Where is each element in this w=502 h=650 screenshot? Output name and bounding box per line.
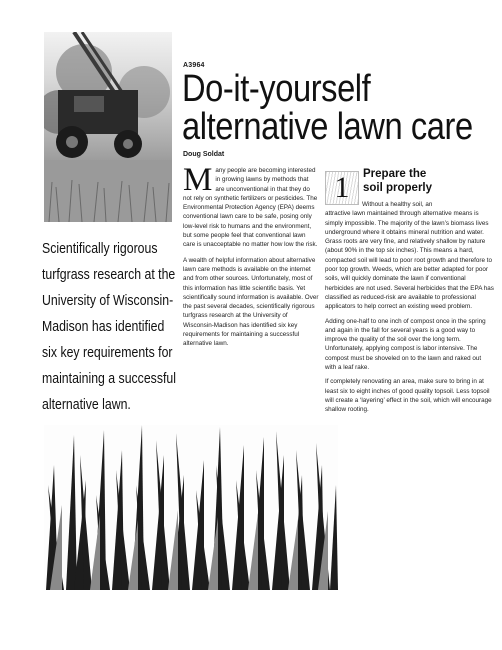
intro-text: any people are becoming interested in growing lawns by methods that are unconventional in that they do not rely on synthetic fertilizers or pesticides. The Environmental Protection Agency (EPA) deems conventional lawn care to be safe, posing only low-level risk to humans and the environment, but some people feel that conventional lawn care is unacceptable no matter how low the risk. (183, 167, 318, 249)
pullquote-line: alternative lawn. (42, 397, 131, 413)
pullquote-line: University of Wisconsin- (42, 293, 174, 309)
title-line: Do-it-yourself (182, 68, 371, 110)
pullquote-line: turfgrass research at the (42, 267, 176, 283)
author-name: Doug Soldat (183, 151, 225, 158)
section-column (325, 200, 494, 420)
grass-illustration (44, 425, 338, 590)
lawn-aerator-photo (44, 32, 172, 222)
intro-column (183, 162, 319, 355)
section-paragraph-lead: Without a healthy soil, an (362, 201, 433, 208)
pullquote-line: maintaining a successful (42, 371, 176, 387)
page-title (182, 70, 473, 146)
grass-closeup-photo (44, 425, 338, 590)
title-line: alternative lawn care (182, 106, 473, 148)
pullquote-line: Scientifically rigorous (42, 241, 158, 257)
pullquote-line: Madison has identified (42, 319, 165, 335)
section-paragraph: Adding one-half to one inch of compost once in the spring and again in the fall for several years is a good way to improve the quality of the soil over the long term. Unfortunately, applying compost is labor intensive. The compost must be shoveled on to the lawn and raked out with a leaf rake. (325, 317, 486, 372)
section-title-line: Prepare the (363, 168, 427, 180)
section-number-badge: 1 (325, 171, 359, 205)
aerator-illustration (44, 32, 172, 222)
section-paragraph: If completely renovating an area, make sure to bring in at least six to eight inches of good quality topsoil. Less topsoil will create a ‘layering’ effect in the soil, which will encourage shallow rooting. (325, 378, 492, 414)
publication-code: A3964 (183, 62, 205, 69)
drop-cap: M (183, 162, 213, 198)
pullquote-line: six key requirements for (42, 345, 173, 361)
section-paragraph: attractive lawn maintained through alternative means is simply impossible. The majority of the lawn’s biomass lives underground where it obtains mineral nutrition and water. Grass roots are very fine, and relatively shallow by nature (about 90% in the top six inches). This means a hard, compacted soil will lead to poor root growth and therefore to poor top growth. Weeds, which are better adapted for poor soils, will quickly dominate the lawn if conventional herbicides are not used. Several herbicides that the EPA has classified as reduced-risk are available to professional applicators to help correct an existing weed problem. (325, 210, 494, 311)
intro-paragraph (183, 162, 319, 250)
intro-paragraph: A wealth of helpful information about alternative lawn care methods is available on the internet and from other sources. Unfortunately, most of this information has little scientific basis. Yet scientifically sound information is available. Over the past several decades, scientifically rigorous turfgrass research at the University of Wisconsin-Madison has identified six key requirements for maintaining a successful alternative lawn. (183, 256, 319, 348)
pullquote (42, 236, 188, 418)
section-title (363, 168, 432, 195)
section-title-line: soil properly (363, 181, 433, 194)
